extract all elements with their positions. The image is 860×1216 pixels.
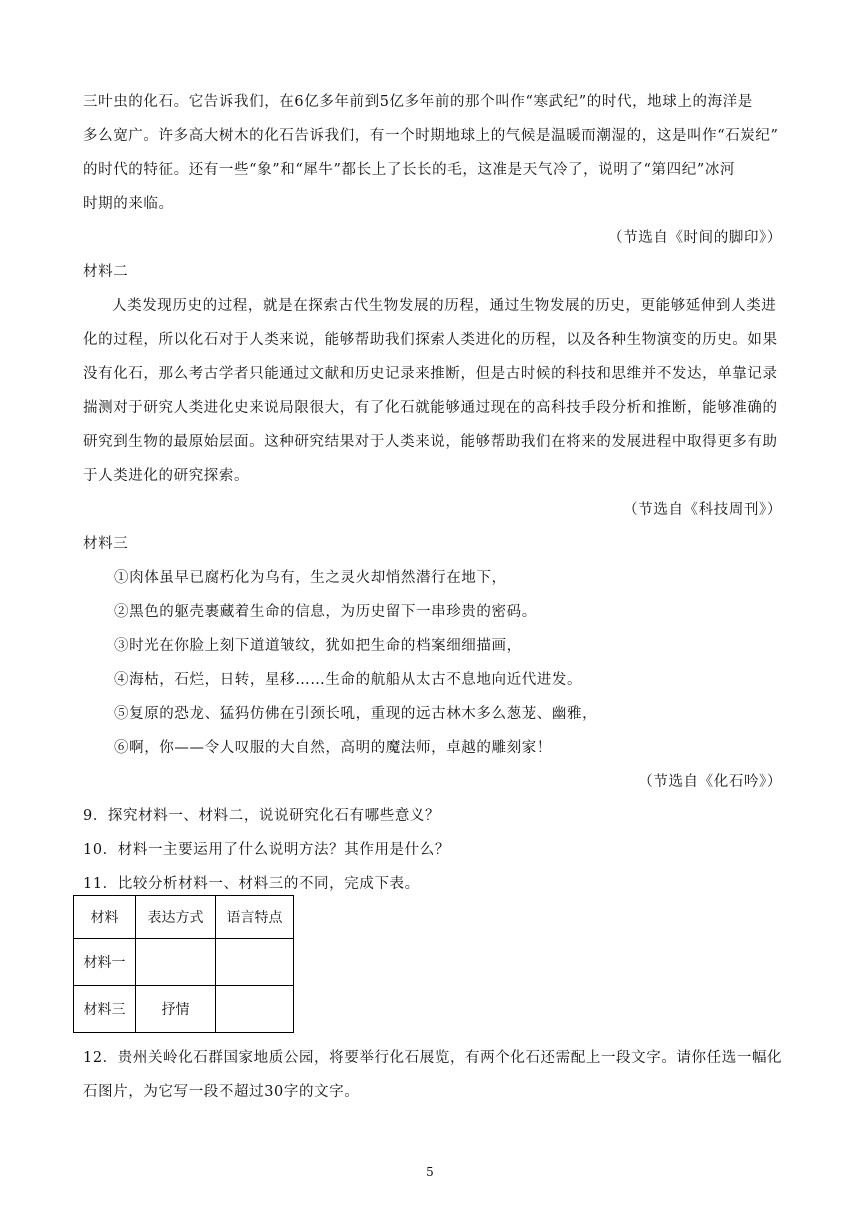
material2-line-6: 于人类进化的研究探索。 <box>83 468 250 484</box>
table-row <box>74 939 294 986</box>
material2-line-2: 化的过程，所以化石对于人类来说，能够帮助我们探索人类进化的历程，以及各种生物演变的历史。如果 <box>83 332 778 348</box>
page-number: 5 <box>426 1165 434 1179</box>
table-header-expression: 表达方式 <box>136 896 216 939</box>
material3-line-3: ③时光在你脸上刻下道道皱纹，犹如把生命的档案细细描画， <box>114 638 522 654</box>
material2-line-3: 没有化石，那么考古学者只能通过文献和历史记录来推断，但是古时候的科技和思维并不发达，单靠记录 <box>83 366 778 382</box>
question-9: 9．探究材料一、材料二，说说研究化石有哪些意义？ <box>83 808 441 824</box>
question-12-line-2: 石图片，为它写一段不超过30字的文字。 <box>83 1084 360 1100</box>
table-cell-expression: 抒情 <box>136 986 216 1033</box>
material2-line-1: 人类发现历史的过程，就是在探索古代生物发展的历程，通过生物发展的历史，更能够延伸到人类进 <box>112 298 777 314</box>
material1-source: （节选自《时间的脚印》） <box>608 230 782 246</box>
material3-line-1: ①肉体虽早已腐朽化为乌有，生之灵火却悄然潜行在地下， <box>114 570 507 586</box>
material2-source: （节选自《科技周刊》） <box>623 502 782 518</box>
table-cell-language[interactable] <box>216 939 294 986</box>
table-cell-material: 材料三 <box>74 986 136 1033</box>
question-10: 10．材料一主要运用了什么说明方法？其作用是什么？ <box>83 842 450 858</box>
table-header-row <box>74 896 294 939</box>
question-11: 11．比较分析材料一、材料三的不同，完成下表。 <box>83 876 420 892</box>
material3-line-5: ⑤复原的恐龙、猛犸仿佛在引颈长吼，重现的远古林木多么葱茏、幽雅， <box>114 706 598 722</box>
material3-line-6: ⑥啊，你——令人叹服的大自然，高明的魔法师，卓越的雕刻家！ <box>114 740 552 756</box>
material1-line-4: 时期的来临。 <box>83 196 174 212</box>
table-header-material: 材料 <box>74 896 136 939</box>
material1-line-3: 的时代的特征。还有一些“象”和“犀牛”都长上了长长的毛，这准是天气冷了，说明了“第四纪”冰河 <box>83 162 736 178</box>
material2-line-4: 揣测对于研究人类进化史来说局限很大，有了化石就能够通过现在的高科技手段分析和推断，能够准确的 <box>83 400 778 416</box>
comparison-table <box>73 895 294 1033</box>
table-header-language: 语言特点 <box>216 896 294 939</box>
material2-line-5: 研究到生物的最原始层面。这种研究结果对于人类来说，能够帮助我们在将来的发展进程中取得更多有助 <box>83 434 778 450</box>
material3-heading: 材料三 <box>83 536 129 552</box>
material1-line-2: 多么宽广。许多高大树木的化石告诉我们，有一个时期地球上的气候是温暖而潮湿的，这是叫作“石炭纪” <box>83 128 779 144</box>
material3-line-4: ④海枯，石烂，日转，星移……生命的航船从太古不息地向近代进发。 <box>114 672 583 688</box>
material3-source: （节选自《化石吟》） <box>638 774 782 790</box>
material3-line-2: ②黑色的躯壳裹藏着生命的信息，为历史留下一串珍贵的密码。 <box>114 604 537 620</box>
table-cell-expression[interactable] <box>136 939 216 986</box>
table-row <box>74 986 294 1033</box>
question-12-line-1: 12．贵州关岭化石群国家地质公园，将要举行化石展览，有两个化石还需配上一段文字。请你任选一幅化 <box>83 1050 783 1066</box>
table-cell-language[interactable] <box>216 986 294 1033</box>
material1-line-1: 三叶虫的化石。它告诉我们，在6亿多年前到5亿多年前的那个叫作“寒武纪”的时代，地球上的海洋是 <box>83 94 753 110</box>
material2-heading: 材料二 <box>83 264 129 280</box>
table-cell-material: 材料一 <box>74 939 136 986</box>
